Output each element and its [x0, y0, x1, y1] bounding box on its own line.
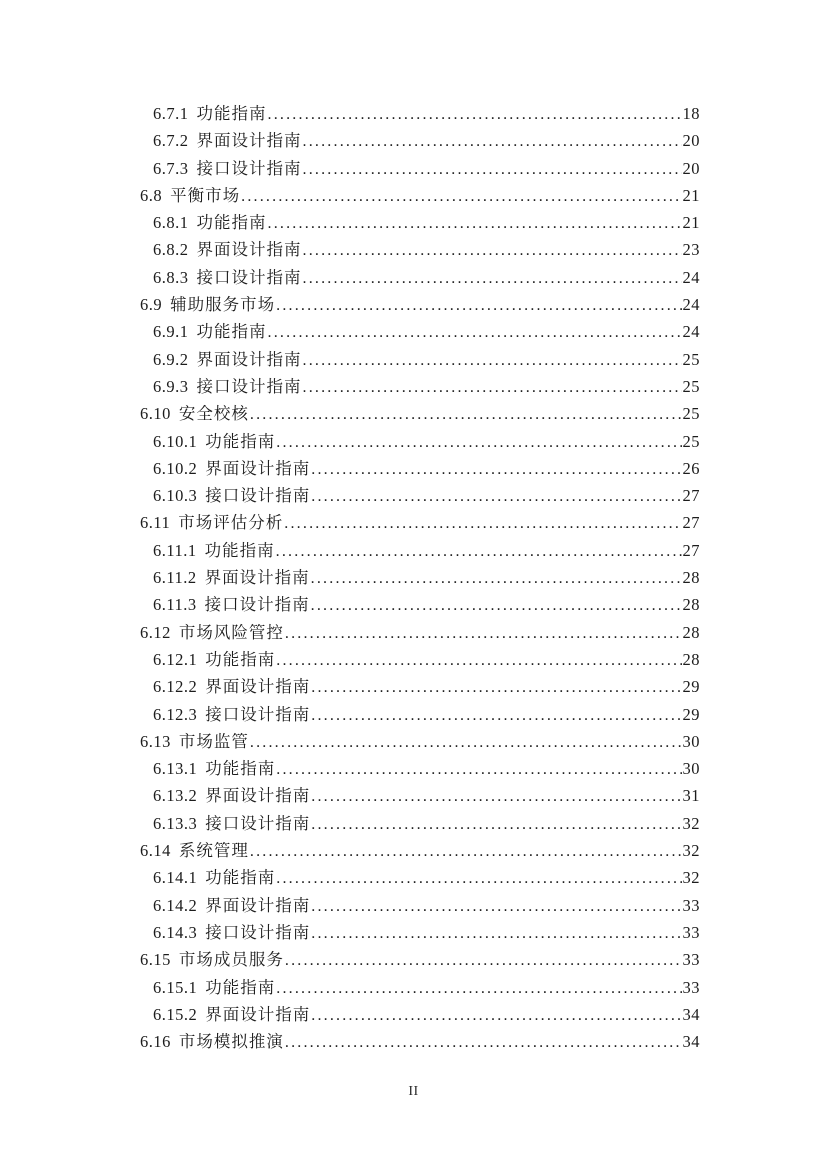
- toc-entry-number: 6.13.2: [153, 786, 198, 806]
- toc-entry-title: 市场模拟推演: [178, 1032, 284, 1052]
- toc-entry-title: 界面设计指南: [204, 568, 310, 588]
- toc-entry-title: 接口设计指南: [196, 376, 302, 396]
- toc-entry[interactable]: [140, 946, 700, 973]
- toc-entry[interactable]: [140, 209, 700, 236]
- toc-entry-number: 6.12.1: [153, 649, 198, 669]
- toc-entry-number: 6.14.2: [153, 895, 198, 915]
- toc-entry-number: 6.14: [140, 841, 171, 861]
- toc-dot-leader: [311, 782, 681, 810]
- toc-entry-title: 市场评估分析: [178, 513, 284, 533]
- toc-entry-number: 6.8.1: [153, 213, 189, 233]
- toc-entry-number: 6.7.1: [153, 104, 189, 123]
- toc-entry-number: 6.10.3: [153, 486, 198, 506]
- toc-entry-page: 28: [682, 568, 700, 588]
- toc-entry[interactable]: [140, 373, 700, 400]
- toc-dot-leader: [311, 701, 681, 729]
- toc-entry-number: 6.11.1: [153, 540, 197, 560]
- toc-entry-number: 6.9.1: [153, 322, 189, 342]
- toc-entry[interactable]: [140, 701, 700, 728]
- toc-dot-leader: [303, 346, 682, 374]
- toc-entry-number: 6.10.2: [153, 458, 198, 478]
- toc-entry-title: 界面设计指南: [196, 349, 302, 369]
- toc-entry-page: 21: [682, 213, 700, 233]
- toc-entry-page: 21: [682, 185, 700, 205]
- toc-entry-title: 功能指南: [196, 322, 267, 342]
- toc-dot-leader: [311, 455, 681, 483]
- toc-entry[interactable]: [140, 591, 700, 618]
- toc-dot-leader: [285, 619, 682, 647]
- toc-entry-number: 6.8.2: [153, 240, 189, 260]
- toc-dot-leader: [284, 509, 681, 537]
- toc-entry-title: 功能指南: [205, 649, 276, 669]
- toc-entry-number: 6.9: [140, 295, 163, 315]
- toc-entry[interactable]: [140, 100, 700, 127]
- toc-dot-leader: [276, 428, 681, 456]
- toc-entry[interactable]: [140, 673, 700, 700]
- toc-entry-title: 接口设计指南: [205, 704, 311, 724]
- toc-entry-page: 27: [682, 513, 700, 533]
- toc-dot-leader: [250, 400, 682, 428]
- toc-dot-leader: [276, 864, 681, 892]
- toc-entry[interactable]: [140, 837, 700, 864]
- toc-dot-leader: [285, 1028, 682, 1056]
- toc-entry-page: 27: [682, 540, 700, 560]
- toc-entry-number: 6.14.3: [153, 922, 198, 942]
- toc-entry-number: 6.9.2: [153, 349, 189, 369]
- toc-dot-leader: [276, 646, 681, 674]
- toc-entry-number: 6.11.3: [153, 595, 197, 615]
- toc-dot-leader: [311, 673, 681, 701]
- toc-entry-page: 29: [682, 704, 700, 724]
- toc-entry-title: 接口设计指南: [205, 922, 311, 942]
- toc-entry-number: 6.14.1: [153, 868, 198, 888]
- toc-entry-page: 28: [682, 622, 700, 642]
- toc-entry-title: 接口设计指南: [205, 486, 311, 506]
- toc-entry-number: 6.11.2: [153, 568, 197, 588]
- toc-entry[interactable]: [140, 264, 700, 291]
- toc-entry-page: 29: [682, 677, 700, 697]
- toc-entry-page: 28: [682, 595, 700, 615]
- toc-entry-page: 30: [682, 731, 700, 751]
- toc-entry[interactable]: [140, 892, 700, 919]
- toc-entry-page: 25: [682, 376, 700, 396]
- toc-entry-title: 功能指南: [205, 759, 276, 779]
- toc-entry-page: 30: [682, 759, 700, 779]
- toc-dot-leader: [311, 1001, 681, 1029]
- toc-entry[interactable]: [140, 619, 700, 646]
- toc-entry[interactable]: [140, 974, 700, 1001]
- toc-dot-leader: [311, 482, 681, 510]
- toc-entry-title: 界面设计指南: [196, 131, 302, 151]
- toc-entry-title: 系统管理: [178, 841, 249, 861]
- toc-entry[interactable]: [140, 182, 700, 209]
- toc-entry-page: 20: [682, 131, 700, 151]
- toc-entry[interactable]: [140, 236, 700, 263]
- toc-entry-page: 23: [682, 240, 700, 260]
- toc-entry-title: 安全校核: [178, 404, 249, 424]
- toc-dot-leader: [276, 974, 681, 1002]
- toc-entry[interactable]: [140, 509, 700, 536]
- toc-entry-title: 界面设计指南: [205, 895, 311, 915]
- toc-entry-page: 33: [682, 922, 700, 942]
- toc-entry[interactable]: [140, 564, 700, 591]
- toc-entry-title: 接口设计指南: [205, 813, 311, 833]
- toc-dot-leader: [250, 728, 682, 756]
- toc-dot-leader: [285, 946, 682, 974]
- toc-entry-number: 6.9.3: [153, 376, 189, 396]
- toc-entry-title: 界面设计指南: [205, 786, 311, 806]
- toc-dot-leader: [311, 892, 681, 920]
- toc-entry-number: 6.10.1: [153, 431, 198, 451]
- table-of-contents: [140, 100, 700, 1055]
- toc-entry-title: 界面设计指南: [196, 240, 302, 260]
- toc-entry[interactable]: [140, 455, 700, 482]
- toc-entry-title: 市场监管: [178, 731, 249, 751]
- toc-entry-title: 市场风险管控: [178, 622, 284, 642]
- toc-entry-number: 6.12.2: [153, 677, 198, 697]
- toc-dot-leader: [303, 264, 682, 292]
- toc-dot-leader: [311, 564, 682, 592]
- toc-entry-title: 功能指南: [204, 540, 275, 560]
- toc-entry-page: 27: [682, 486, 700, 506]
- toc-entry-number: 6.8: [140, 185, 163, 205]
- toc-dot-leader: [311, 810, 681, 838]
- toc-entry[interactable]: [140, 782, 700, 809]
- toc-entry-number: 6.10: [140, 404, 171, 424]
- toc-entry-number: 6.15.1: [153, 977, 198, 997]
- toc-entry[interactable]: [140, 318, 700, 345]
- toc-entry-number: 6.8.3: [153, 267, 189, 287]
- toc-entry-page: 25: [682, 404, 700, 424]
- footer-page-number: II: [408, 1084, 419, 1099]
- toc-entry-title: 功能指南: [205, 431, 276, 451]
- toc-entry-page: 20: [682, 158, 700, 178]
- toc-entry[interactable]: [140, 1028, 700, 1055]
- toc-entry-page: 34: [682, 1032, 700, 1052]
- toc-entry-page: 26: [682, 458, 700, 478]
- toc-dot-leader: [250, 837, 682, 865]
- toc-entry-title: 接口设计指南: [196, 267, 302, 287]
- toc-entry[interactable]: [140, 400, 700, 427]
- toc-entry-title: 界面设计指南: [205, 1004, 311, 1024]
- toc-entry-page: 24: [682, 267, 700, 287]
- toc-entry-number: 6.7.2: [153, 131, 189, 151]
- toc-entry-title: 平衡市场: [170, 185, 241, 205]
- toc-entry[interactable]: [140, 127, 700, 154]
- toc-entry-title: 功能指南: [205, 977, 276, 997]
- toc-dot-leader: [311, 919, 681, 947]
- toc-entry-title: 接口设计指南: [196, 158, 302, 178]
- toc-entry[interactable]: [140, 919, 700, 946]
- toc-dot-leader: [276, 755, 681, 783]
- toc-entry-title: 功能指南: [196, 104, 267, 123]
- toc-entry-page: 32: [682, 841, 700, 861]
- toc-entry-page: 24: [682, 295, 700, 315]
- toc-entry-number: 6.12.3: [153, 704, 198, 724]
- toc-dot-leader: [268, 209, 682, 237]
- toc-entry-title: 接口设计指南: [204, 595, 310, 615]
- toc-entry-page: 34: [682, 1004, 700, 1024]
- toc-entry-page: 25: [682, 431, 700, 451]
- toc-entry-number: 6.7.3: [153, 158, 189, 178]
- toc-dot-leader: [268, 318, 682, 346]
- toc-entry-page: 33: [682, 895, 700, 915]
- toc-entry-page: 18: [682, 104, 700, 123]
- toc-dot-leader: [276, 537, 682, 565]
- toc-entry-number: 6.13.1: [153, 759, 198, 779]
- toc-entry[interactable]: [140, 537, 700, 564]
- toc-entry[interactable]: [140, 1001, 700, 1028]
- toc-dot-leader: [303, 127, 682, 155]
- toc-entry-number: 6.13.3: [153, 813, 198, 833]
- page-footer: [0, 1082, 827, 1100]
- toc-entry[interactable]: [140, 864, 700, 891]
- toc-entry-page: 25: [682, 349, 700, 369]
- toc-dot-leader: [311, 591, 682, 619]
- toc-entry-page: 32: [682, 813, 700, 833]
- toc-entry[interactable]: [140, 755, 700, 782]
- toc-entry-number: 6.12: [140, 622, 171, 642]
- toc-entry[interactable]: [140, 346, 700, 373]
- toc-entry[interactable]: [140, 428, 700, 455]
- toc-entry[interactable]: [140, 810, 700, 837]
- toc-dot-leader: [303, 373, 682, 401]
- toc-entry-page: 31: [682, 786, 700, 806]
- toc-entry-number: 6.15: [140, 950, 171, 970]
- toc-entry-title: 界面设计指南: [205, 458, 311, 478]
- toc-entry-title: 界面设计指南: [205, 677, 311, 697]
- toc-entry-title: 功能指南: [205, 868, 276, 888]
- toc-entry-number: 6.15.2: [153, 1004, 198, 1024]
- toc-entry[interactable]: [140, 728, 700, 755]
- toc-dot-leader: [276, 291, 681, 319]
- toc-dot-leader: [303, 236, 682, 264]
- toc-entry[interactable]: [140, 646, 700, 673]
- toc-dot-leader: [241, 182, 681, 210]
- toc-entry-title: 市场成员服务: [178, 950, 284, 970]
- toc-dot-leader: [268, 100, 682, 128]
- toc-entry-page: 28: [682, 649, 700, 669]
- toc-entry-page: 33: [682, 950, 700, 970]
- toc-entry-page: 33: [682, 977, 700, 997]
- toc-entry-title: 辅助服务市场: [170, 295, 276, 315]
- toc-entry-title: 功能指南: [196, 213, 267, 233]
- toc-entry-page: 32: [682, 868, 700, 888]
- toc-entry[interactable]: [140, 291, 700, 318]
- toc-entry[interactable]: [140, 155, 700, 182]
- toc-dot-leader: [303, 155, 682, 183]
- toc-entry-page: 24: [682, 322, 700, 342]
- toc-entry-number: 6.13: [140, 731, 171, 751]
- toc-entry-number: 6.16: [140, 1032, 171, 1052]
- toc-entry[interactable]: [140, 482, 700, 509]
- toc-entry-number: 6.11: [140, 513, 171, 533]
